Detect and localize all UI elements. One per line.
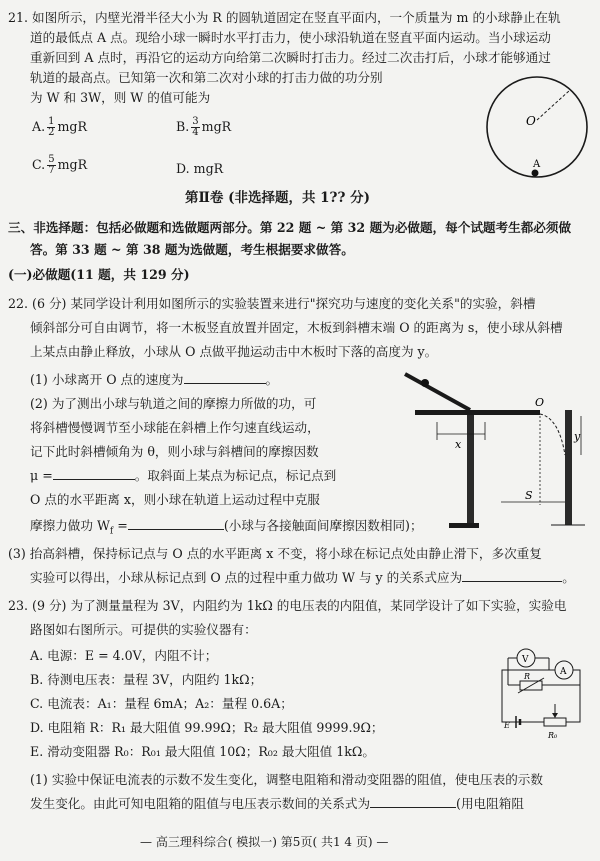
q22-part3-b: 实验可以得出，小球从标记点到 O 点的过程中重力做功 W 与 y 的关系式应为 。 [30,570,575,585]
label-r0: R₀ [548,731,558,740]
q22-part2-f: 摩擦力做功 $W_f$ = (小球与各接触面间摩擦因数相同)； [30,518,423,537]
intro-line-3: (一)必做题(11 题，共 129 分) [8,267,190,282]
circuit-figure [494,644,596,744]
page-footer: — 高三理科综合( 模拟一) 第5页( 共1 4 页) — [140,835,389,849]
q21-option-d: D. mgR [176,161,224,176]
label-v: V [522,655,529,665]
point-label-a: A [533,159,541,170]
q22-part3-a: (3) 抬高斜槽，保持标记点与 O 点的水平距离 x 不变，将小球在标记点处由静止滑下，多次重复 [8,546,542,561]
q22-line-1: 22. (6 分) 某同学设计利用如图所示的实验装置来进行"探究功与速度的变化关系"的实验，斜槽 [8,296,536,311]
label-s: S [525,489,533,502]
q21-line-2: 道的最低点 A 点。现给小球一瞬时水平打击力，使小球沿轨道在竖直平面内运动。当小球运动 [30,30,551,45]
support-post [467,415,474,525]
ball [421,379,429,387]
answer-blank-2 [53,468,135,480]
q22-part2-b: 将斜槽慢慢调节至小球能在斜槽上作匀速直线运动， [30,420,320,435]
horizontal-track [415,410,540,415]
q22-part2-d: μ = 。取斜面上某点为标记点，标记点到 [30,468,337,483]
q23-part1-b: 发生变化。由此可知电阻箱的阻值与电压表示数间的关系式为 (用电阻箱阻 [30,796,524,811]
answer-blank-1 [184,372,266,384]
q23-option-b: B. 待测电压表：量程 3V，内阻约 1kΩ； [30,672,263,687]
intro-line-2: 答。第 33 题 ~ 第 38 题为选做题，考生根据要求做答。 [30,242,354,257]
radius-line [537,90,570,120]
center-label-o: O [526,114,536,128]
q21-option-a: A. $\frac{1}{2}$ mgR [32,116,87,138]
circle-track-figure [480,70,595,185]
q21-line-5: 为 W 和 3W，则 W 的值可能为 [30,90,211,105]
q23-option-e: E. 滑动变阻器 R₀：R₀₁ 最大阻值 10Ω；R₀₂ 最大阻值 1kΩ。 [30,744,375,759]
q23-part1-a: (1) 实验中保证电流表的示数不发生变化，调整电阻箱和滑动变阻器的阻值，使电压表的示数 [30,772,543,787]
q21-option-b: B. $\frac{3}{4}$ mgR [176,116,232,138]
section-title: 第Ⅱ卷 (非选择题，共 1?? 分) [185,190,370,206]
label-o: O [535,396,545,409]
vertical-board [565,410,572,525]
projectile-path [540,414,565,455]
q23-option-d: D. 电阻箱 R：R₁ 最大阻值 99.99Ω；R₂ 最大阻值 9999.9Ω； [30,720,384,735]
post-base [449,523,479,528]
answer-blank-3 [128,518,224,530]
label-a: A [560,667,567,677]
q22-line-3: 上某点由静止释放，小球从 O 点做平抛运动击中木板时下落的高度为 y。 [30,344,438,359]
label-x: x [455,438,462,451]
label-r: R [524,672,531,681]
q22-line-2: 倾斜部分可自由调节，将一木板竖直放置并固定，木板到斜槽末端 O 的距离为 s，使小球从斜槽 [30,320,563,335]
incline-ramp [405,374,470,410]
q23-line-1: 23. (9 分) 为了测量量程为 3V，内阻约为 1kΩ 的电压表的内阻值，某同学设计了如下实验，实验电 [8,598,567,613]
label-e: E [504,721,510,730]
incline-experiment-figure [375,360,597,540]
q21-option-c: C. $\frac{5}{7}$ mgR [32,154,88,176]
q23-option-c: C. 电流表：A₁：量程 6mA；A₂：量程 0.6A； [30,696,293,711]
ball [532,170,539,177]
q21-line-3: 重新回到 A 点时，再沿它的运动方向给第二次瞬时打击力。经过二次击打后，小球才能够通过 [30,50,551,65]
label-y: y [574,430,581,443]
q23-line-2: 路图如右图所示。可提供的实验仪器有： [30,622,257,637]
answer-blank-4 [462,570,562,582]
q22-part2-a: (2) 为了测出小球与轨道之间的摩擦力所做的功，可 [30,396,317,411]
q21-line-4: 轨道的最高点。已知第一次和第二次对小球的打击力做的功分别 [30,70,383,85]
q21-line-1: 21. 如图所示，内壁光滑半径大小为 R 的圆轨道固定在竖直平面内，一个质量为 m 的小球静止在轨 [8,10,561,25]
answer-blank-5 [370,796,456,808]
intro-line-1: 三、非选择题：包括必做题和选做题两部分。第 22 题 ~ 第 32 题为必做题，每个试题考生都必须做 [8,220,572,235]
rheostat-icon [544,718,566,726]
q22-part1: (1) 小球离开 O 点的速度为 。 [30,372,279,387]
q23-option-a: A. 电源：E = 4.0V，内阻不计； [30,648,218,663]
q22-part2-c: 记下此时斜槽倾角为 θ，则小球与斜槽间的摩擦因数 [30,444,319,459]
q22-part2-e: O 点的水平距离 x，则小球在轨道上运动过程中克服 [30,492,320,507]
